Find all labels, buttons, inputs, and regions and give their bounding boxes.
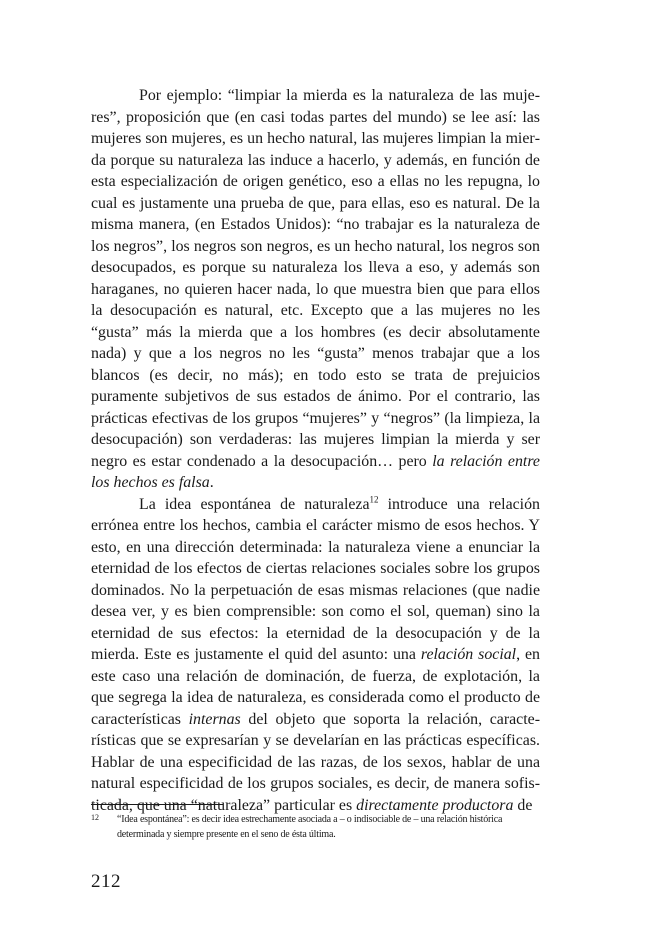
paragraph-2 [91,494,540,817]
footnote [91,812,540,842]
paragraph-2-text-a: La idea espontánea de naturaleza [139,495,370,513]
footnote-reference[interactable]: 12 [369,494,379,505]
main-text [91,85,540,816]
paragraph-1 [91,85,540,494]
emphasis-relacion-social: relación social [420,646,517,663]
paragraph-2-text-e: de [513,796,533,814]
page-number: 212 [91,871,121,892]
paragraph-2-text-c: , en este caso una relación de dominación, de fuerza, de explotación, la que segrega la idea de naturaleza, es considerada como el producto de características [91,646,540,728]
paragraph-1-emphasis: la relación entre los hechos es falsa [91,452,540,491]
paragraph-2-text-d: del objeto que soporta la relación, características que se expresarían y se develarían en las prácticas específicas. Hablar de una especificidad de las razas, de los sexos, hablar de una natural especificidad de los grupos sociales, es decir, de manera sofisticada, que una “naturaleza” particular es [91,710,540,814]
footnote-text: “Idea espontánea”: es decir idea estrechamente asociada a – o indisociable de – una relación histórica determinada y siempre presente en el seno de ésta última. [117,814,503,840]
emphasis-directamente-productora: directamente productora [356,796,514,814]
paragraph-1-end: . [209,474,214,491]
paragraph-1-text: Por ejemplo: “limpiar la mierda es la naturaleza de las mujeres”, proposición que (en casi todas partes del mundo) se lee así: las mujeres son mujeres, es un hecho natural, las mujeres limpian la mierda porque su naturaleza las induce a hacerlo, y además, en función de esta especialización de origen genético, eso a ellas no les repugna, lo cual es justamente una prueba de que, para ellas, eso es natural. De la misma manera, (en Estados Unidos): “no trabajar es la naturaleza de los negros”, los negros son negros, es un hecho natural, los negros son desocupados, es porque su naturaleza los lleva a eso, y además son haraganes, no quieren hacer nada, lo que muestra bien que para ellos la desocupación es natural, etc. Excepto que a las mujeres no les “gusta” más la mierda que a los hombres (es decir absolutamente nada) y que a los negros no les “gusta” menos trabajar que a los blancos (es decir, no más); en todo esto se trata de prejuicios puramente subjetivos de sus estados de ánimo. Por el contrario, las prácticas efectivas de los grupos “mujeres” y “negros” (la limpieza, la desocupación) son verdaderas: las mujeres limpian la mierda y ser negro es estar condenado a la desocupación… pero [91,87,540,470]
footnote-divider [91,804,223,805]
emphasis-internas: internas [188,710,241,728]
paragraph-2-text-b: introduce una relación errónea entre los hechos, cambia el carácter mismo de esos hechos. Y esto, en una dirección determinada: la naturaleza viene a enunciar la eternidad de los efectos de ciertas relaciones sociales sobre los grupos dominados. No la perpetuación de esas mismas relaciones (que nadie desea ver, y es bien comprensible: son como el sol, queman) sino la eternidad de sus efectos: la eternidad de la desocupación y de la mierda. Este es justamente el quid del asunto: una [91,495,540,663]
footnote-number: 12 [91,813,99,822]
